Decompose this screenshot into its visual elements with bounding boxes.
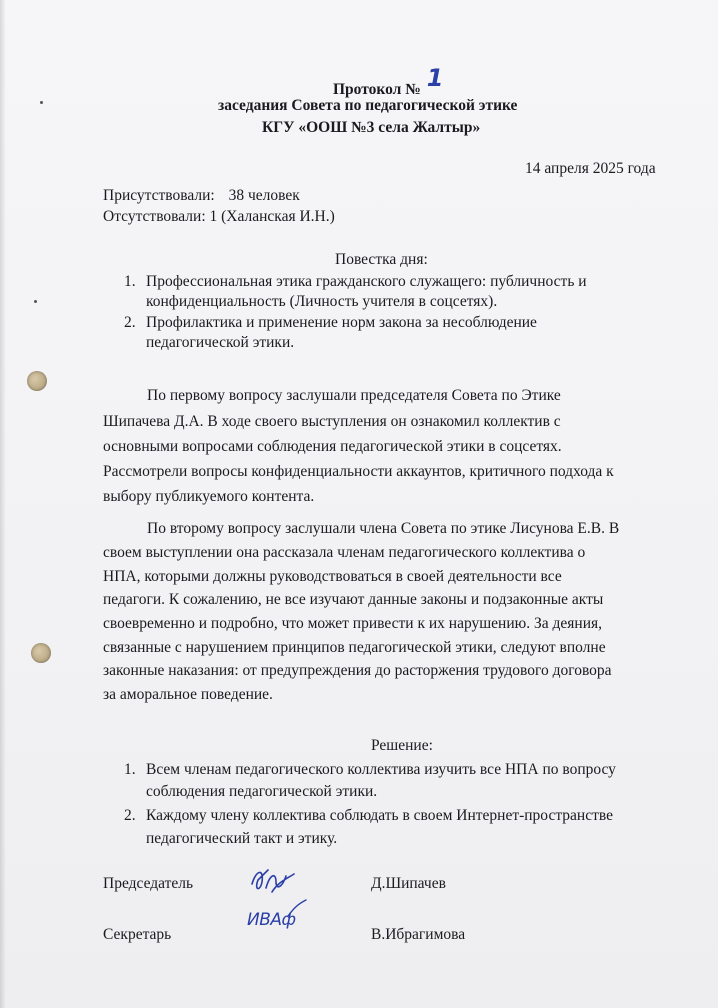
page-edge-shadow	[0, 0, 6, 1008]
paragraph-line: НПА, которыми должны руководствоваться в своей деятельности все	[103, 568, 562, 585]
paragraph-line: По первому вопросу заслушали председателя Совета по Этике	[147, 387, 561, 404]
meeting-date: 14 апреля 2025 года	[525, 160, 656, 177]
binder-hole-bottom	[31, 643, 51, 663]
agenda-item-text: Профессиональная этика гражданского служащего: публичность и	[146, 273, 587, 290]
decision-item-number: 2.	[124, 807, 136, 824]
binder-hole-top	[27, 371, 47, 391]
decision-title: Решение:	[371, 737, 433, 754]
paragraph-line: Рассмотрели вопросы конфиденциальности аккаунтов, критичного подхода к	[103, 463, 614, 480]
agenda-item-text: конфиденциальность (Личность учителя в соцсетях).	[146, 293, 498, 310]
secretary-name: В.Ибрагимова	[371, 926, 466, 943]
agenda-item-number: 1.	[124, 273, 136, 290]
decision-item-text: педагогический такт и этику.	[146, 830, 338, 847]
decision-item-text: соблюдения педагогической этики.	[146, 783, 378, 800]
paragraph-line: законные наказания: от предупреждения до расторжения трудового договора	[103, 662, 612, 679]
paper-speck	[34, 300, 37, 303]
paragraph-line: своем выступлении она рассказала членам педагогического коллектива о	[103, 544, 586, 561]
chair-signature	[246, 862, 296, 898]
paragraph-line: выбору публикуемого контента.	[103, 488, 315, 505]
agenda-item-text: Профилактика и применение норм закона за несоблюдение	[146, 314, 537, 331]
paragraph-line: Шипачева Д.А. В ходе своего выступления он ознакомил коллектив с	[103, 413, 561, 430]
paragraph-line: своевременно и подробно, что может привести к их нарушению. За деяния,	[103, 615, 602, 632]
secretary-signature-flourish	[286, 898, 308, 920]
agenda-item-number: 2.	[124, 314, 136, 331]
paragraph-line: за аморальное поведение.	[103, 686, 273, 703]
meeting-title: заседания Совета по педагогической этике	[218, 97, 518, 114]
present-label: Присутствовали:	[103, 187, 215, 204]
present-count: 38 человек	[228, 187, 300, 204]
paragraph-line: основными вопросами соблюдения педагогической этики в соцсетях.	[103, 438, 562, 455]
agenda-title: Повестка дня:	[335, 251, 428, 268]
agenda-item-text: педагогической этики.	[146, 334, 295, 351]
protocol-title-text: Протокол №	[333, 81, 421, 98]
decision-item-text: Каждому члену коллектива соблюдать в своем Интернет-пространстве	[146, 807, 613, 824]
protocol-number-handwritten: 1	[426, 64, 444, 92]
present-line	[103, 186, 300, 206]
secretary-label: Секретарь	[103, 926, 172, 943]
decision-item-text: Всем членам педагогического коллектива изучить все НПА по вопросу	[146, 761, 616, 778]
absent-line: Отсутствовали: 1 (Халанская И.Н.)	[103, 208, 335, 225]
school-name: КГУ «ООШ №3 села Жалтыр»	[262, 119, 481, 136]
paragraph-line: По второму вопросу заслушали члена Совета по этике Лисунова Е.В. В	[147, 520, 620, 537]
decision-item-number: 1.	[124, 761, 136, 778]
paragraph-line: связанные с нарушением принципов педагогической этики, следуют вполне	[103, 639, 606, 656]
paragraph-line: педагоги. К сожалению, не все изучают данные законы и подзаконные акты	[103, 591, 604, 608]
chair-label: Председатель	[103, 875, 194, 892]
chair-name: Д.Шипачев	[371, 875, 446, 892]
secretary-signature: ИВАф	[247, 910, 296, 930]
paper-speck	[40, 101, 43, 104]
